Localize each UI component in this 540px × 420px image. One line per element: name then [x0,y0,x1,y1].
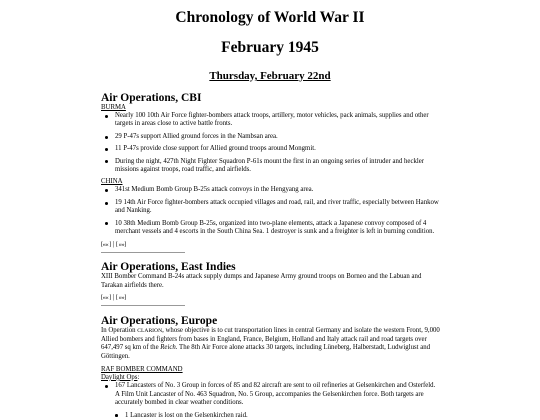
nav-separator: | [112,240,115,249]
prev-arrow-icon[interactable]: [«« ] [101,294,111,302]
china-list [101,186,441,236]
section-europe [101,306,441,420]
section-nav [101,240,441,249]
list-item: During the night, 427th Night Fighter Squadron P-61s mount the first in an ongoing series of intruder and heckler missions against troops, road traffic, and airfields. [115,158,441,175]
section-heading: Air Operations, East Indies [101,261,236,274]
section-text [101,327,441,361]
section-nav [101,293,441,302]
raf-sublist [115,412,441,420]
next-arrow-icon[interactable]: [ »»] [115,241,126,249]
nav-separator: | [112,293,115,302]
subregion-line [101,374,441,382]
list-item: Nearly 100 10th Air Force fighter-bombers attack troops, artillery, motor vehicles, pack animals, supplies and other targets in areas close to active battle fronts. [115,112,441,129]
month-title: February 1945 [221,39,319,56]
prev-arrow-icon[interactable]: [«« ] [101,241,111,249]
region-raf-link[interactable]: RAF BOMBER COMMAND [101,365,183,373]
list-item: 1 Lancaster is lost on the Gelsenkirchen raid. [125,412,441,420]
list-item: 11 P-47s provide close support for Allied ground troops around Mongmit. [115,145,441,153]
section-heading: Air Operations, Europe [101,315,218,328]
list-item [115,382,441,420]
section-heading: Air Operations, CBI [101,92,202,104]
operation-name: CLARION [137,328,163,335]
list-item: 29 P-47s support Allied ground forces in the Nambsan area. [115,133,441,141]
text-part: In Operation [101,327,138,335]
list-item: 10 38th Medium Bomb Group B-25s, organized into two-plane elements, attack a Japanese convoy composed of 4 merchant vessels and 4 escorts in the South China Sea. 1 destroyer is sunk and a freighter is left in burning condition. [115,220,441,237]
page-title: Chronology of World War II [175,9,365,26]
section-east-indies [101,253,441,306]
text-part: , whose objective is to cut transportation lines in central Germany and isolate the western Front, 9,000 Allied bombers and fighters from bases in England, France, Belgium, Holland and Italy attack rail and road targets over 647,497 sq km of the [101,327,440,352]
subregion-suffix: : [137,373,140,381]
list-item-text: 167 Lancasters of No. 3 Group in forces of 85 and 82 aircraft are sent to oil refineries at Gelsenkirchen and Osterfeld. A Film Unit Lancaster of No. 463 Squadron, No. 5 Group, accompanies the Gelsenkirchen force. Both targets are accurately bombed in clear weather conditions. [115,382,436,407]
region-burma-link[interactable]: BURMA [101,104,126,111]
section-cbi [101,82,441,253]
text-part: . The 8th Air Force alone attacks 30 targets, including Lüneberg, Halberstadt, Ludwiglust and Göttingen. [101,344,431,360]
raf-list [101,382,441,420]
next-arrow-icon[interactable]: [ »»] [115,294,126,302]
region-china-link[interactable]: CHINA [101,178,123,186]
daylight-ops-label: Daylight Ops [101,373,138,381]
burma-list [101,112,441,174]
section-text: XIII Bomber Command B-24s attack supply dumps and Japanese Army ground troops on Borneo and the Labuan and Tarakan airfields there. [101,273,422,289]
day-heading: Thursday, February 22nd [209,70,331,82]
list-item: 341st Medium Bomb Group B-25s attack convoys in the Hengyang area. [115,186,441,194]
list-item: 19 14th Air Force fighter-bombers attack occupied villages and road, rail, and river traffic, especially between Hankow and Nanking. [115,199,441,216]
reich-term: Reich [160,344,176,352]
